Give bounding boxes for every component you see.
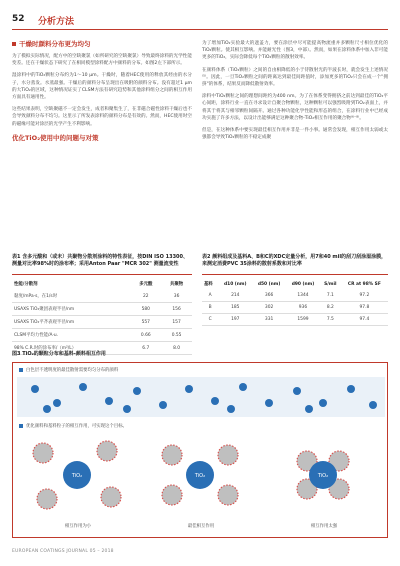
paragraph: 在颜料体系（TiO₂颗粒）之间的自由相降低的小于待散射光的半波长时，就会发生上述情况⁽⁵⁾。因此，一旦TiO₂颗粒之间的距离达到最佳间距值时，添加更多的TiO₂只会在成一个"拥挤"的体系，结果反而降低散射效率。 (202, 67, 388, 88)
panel-top-label (19, 367, 118, 373)
table-cell: 197 (218, 314, 252, 326)
tio2-particle (133, 387, 141, 395)
binder-particle (218, 485, 238, 505)
table-cell: 0.66 (130, 329, 161, 342)
binder-particle (162, 445, 182, 465)
tio2-particle (185, 385, 193, 393)
table-cell: 214 (218, 290, 252, 302)
table-cell: A (202, 290, 218, 302)
paragraph: 但是，在这种体系中要实现最佳相互作用并非是一件小事。通常会发现，相互作用太弱或太强都会导致TiO₂颗粒的不稳定成聚 (202, 128, 388, 141)
binder-particle (162, 485, 182, 505)
binder-particle (218, 445, 238, 465)
table-cell: 7.5 (320, 314, 341, 326)
tio2-particle (305, 405, 313, 413)
interaction-clusters (33, 441, 349, 509)
table-header-cell: 性能/分散剂 (14, 282, 38, 287)
tio2-particle (31, 385, 39, 393)
table-cell: 98% C.R.时的涂布率/（m²/L） (12, 342, 130, 355)
pigment-distribution-illustration (17, 377, 385, 417)
tio2-particle (319, 399, 327, 407)
tio2-label: TiO₂ (71, 473, 83, 479)
table-header-cell: 多元酸 (139, 282, 153, 287)
table-cell: 1344 (286, 290, 320, 302)
table-row (12, 303, 192, 316)
table2 (202, 278, 388, 326)
heading-text: 干燥时颜料分布更为均匀 (19, 40, 91, 48)
tio2-particle (105, 397, 113, 405)
table-cell: 22 (130, 290, 161, 303)
tio2-particle (293, 387, 301, 395)
table-cell: C (202, 314, 218, 326)
table-cell: 936 (286, 302, 320, 314)
table2-block (202, 254, 388, 326)
table-header-row (202, 278, 388, 290)
table1 (12, 278, 192, 355)
illustration-background (17, 377, 385, 417)
heading-text: 优化TiO₂使用中的问题与对策 (12, 133, 99, 142)
tio2-particle (79, 383, 87, 391)
paragraph: 这些结果表明，空缺聚磁不一定会发生，成者和聚集生了，在非磁合磁性涂料干燥后也不会导致颜料分布不均匀。这里示了所发表涂料的颜料分布是有效的。然而，HEC使用时空的磁缘可能对涂层的光学产生不利影响。 (12, 107, 192, 127)
tio2-label: TiO₂ (317, 473, 329, 479)
table-cell: 156 (161, 303, 192, 316)
paragraph: 为了模拟实际情况，配方中的空缺聚氯（如所研究的空缺聚氯）导致最终涂料的光学性能变差。还在干燥状态下研究了在相同模型涂料配方中颜料的分布。如图2左下部所示。 (12, 54, 192, 67)
table-cell: 97.8 (341, 302, 388, 314)
figure3-frame (12, 362, 388, 538)
header-divider (12, 29, 388, 30)
table-cell: 157 (161, 316, 192, 329)
table-rule (202, 274, 388, 275)
tio2-particle (227, 405, 235, 413)
table-cell: USAXS TiO₂平齐表观半径/nm (12, 316, 130, 329)
table-cell: 331 (252, 314, 286, 326)
table-header-cell: CR at 98% SF (347, 281, 381, 287)
paragraph: 涂料中TiO₂颗粒之间的理想间距约为400 nm。为了在体系变得拥挤之前达到最佳的TiO₂平心间距，涂料行业一直在寻求设计自聚合物颗粒，这种颗粒可以强烈吸附到TiO₂表面上，并将其于将其与相邻颗粒间隔开。通过各种功能化学性能和形态的组合，在涂料行业中已经成功实施了许多方法，以设计出能够满足这种聚合物-TiO₂相互作用的聚合物⁽⁶⁻⁸⁾。 (202, 94, 388, 121)
tio2-label: TiO₂ (194, 473, 206, 479)
footer: EUROPEAN COATINGS JOURNAL 05 – 2018 (12, 549, 114, 554)
tio2-particle (53, 399, 61, 407)
table-cell: 6.7 (130, 342, 161, 355)
binder-particle (101, 487, 121, 507)
table-cell: 580 (130, 303, 161, 316)
table-row (12, 290, 192, 303)
label-optimal-interaction: 最佳相互作用 (187, 524, 215, 529)
table-header-cell: 共聚物 (170, 282, 184, 287)
tio2-particle (123, 405, 131, 413)
table-row (202, 290, 388, 302)
table-cell: 185 (218, 302, 252, 314)
panel-square-icon (19, 424, 23, 428)
table-header-cell: d90 (nm) (291, 281, 315, 287)
table-rule (12, 274, 192, 275)
binder-particle (33, 443, 53, 463)
table-cell: 366 (252, 290, 286, 302)
table-cell: 557 (130, 316, 161, 329)
table-cell: 97.4 (341, 314, 388, 326)
label-strong-interaction: 相互作用太强 (310, 524, 338, 529)
table2-caption: 表2 颜料组成及基料A、B和C的XDC定量分析，用7和40 mil的刮刀刮涂湿涂膜，来测定消费PVC 35涂料的散射系数和对比率 (202, 254, 387, 267)
table1-caption: 表1 含多元酸和（或未）共聚物分散剂涂料的特性表征，按DIN ISO 13300、测量对比率98%时的涂布率；采用Anton Paar "MCR 302" 测量流变性 (12, 254, 189, 267)
tio2-particle (265, 399, 273, 407)
table-cell: 7.1 (320, 290, 341, 302)
right-column (202, 40, 388, 146)
table-header-row (12, 278, 192, 290)
table-cell: 黏度/mPa·s，在1/s时 (12, 290, 130, 303)
page-number: 52 (12, 14, 25, 24)
figure3-caption: 图3 TiO₂的颗粒分布和基料-颜料相互作用 (12, 351, 106, 357)
table-row (202, 314, 388, 326)
heading-pigment-distribution (12, 40, 192, 49)
tio2-particle (211, 397, 219, 405)
tio2-particle (369, 401, 377, 409)
table-header-cell: S/mil (324, 281, 337, 287)
heading-tio2-optimization (12, 134, 192, 143)
figure3 (12, 350, 388, 538)
table-header-cell: d10 (nm) (224, 281, 247, 287)
panel-top-text: 白色层不透明度的最佳散射需要均匀分布的颜料 (26, 368, 119, 373)
tio2-particle (159, 401, 167, 409)
page-header (12, 14, 388, 28)
table-cell: 97.2 (341, 290, 388, 302)
tio2-particle (347, 385, 355, 393)
table-cell: B (202, 302, 218, 314)
table1-block (12, 254, 192, 355)
table-cell: CLSM平均力性能/A·u. (12, 329, 130, 342)
paragraph: 湿涂料中的TiO₂颗粒分布约为1～10 μm。干燥时，随着HEC使用的释放其经由的水分子，水分蒸发。水蒸最强。干燥后的颜料分布呈现出在吸附的颜料分布。没有超过1 μm的大TiO₂的区域，这种情况证实了CLSM方法有研究趋势和其他涂料组分之间的相互作用方面具有通用性。 (12, 73, 192, 101)
table-cell: 302 (252, 302, 286, 314)
table-row (12, 316, 192, 329)
table-header-cell: 基料 (204, 282, 213, 287)
table-row (202, 302, 388, 314)
panel-bottom-label (19, 423, 127, 429)
section-title: 分析方法 (38, 17, 75, 27)
tio2-particle (239, 383, 247, 391)
paragraph: 为了增加TiO₂实验最大的遮盖力，要在涂层中尽可能提高物流重并多颗粒尺寸相位优化的TiO₂颗粒。使其相互影响。并能耐光性（图3，中部）。然而，如果在涂料体系中加入非可能更多的TiO₂，实际会降低每个TiO₂颗粒的散射效率。 (202, 41, 388, 61)
interaction-illustration (17, 435, 385, 521)
table-cell: 8.0 (161, 342, 192, 355)
binder-particle (37, 489, 57, 509)
table-cell: 36 (161, 290, 192, 303)
table-header-cell: d50 (nm) (257, 281, 281, 287)
table-row (12, 329, 192, 342)
tio2-particle (43, 405, 51, 413)
panel-square-icon (19, 368, 23, 372)
label-weak-interaction: 相互作用为小 (64, 524, 92, 529)
table-cell: 8.2 (320, 302, 341, 314)
binder-particle (97, 441, 117, 461)
panel-bottom-text: 优化颜料和基料粒子的相互作用，可实现这个目标。 (26, 424, 127, 429)
table-cell: USAXS TiO₂聚团表观半径/nm (12, 303, 130, 316)
heading-square-icon (12, 42, 16, 46)
table-cell: 1599 (286, 314, 320, 326)
table-cell: 0.55 (161, 329, 192, 342)
left-column (12, 40, 192, 147)
